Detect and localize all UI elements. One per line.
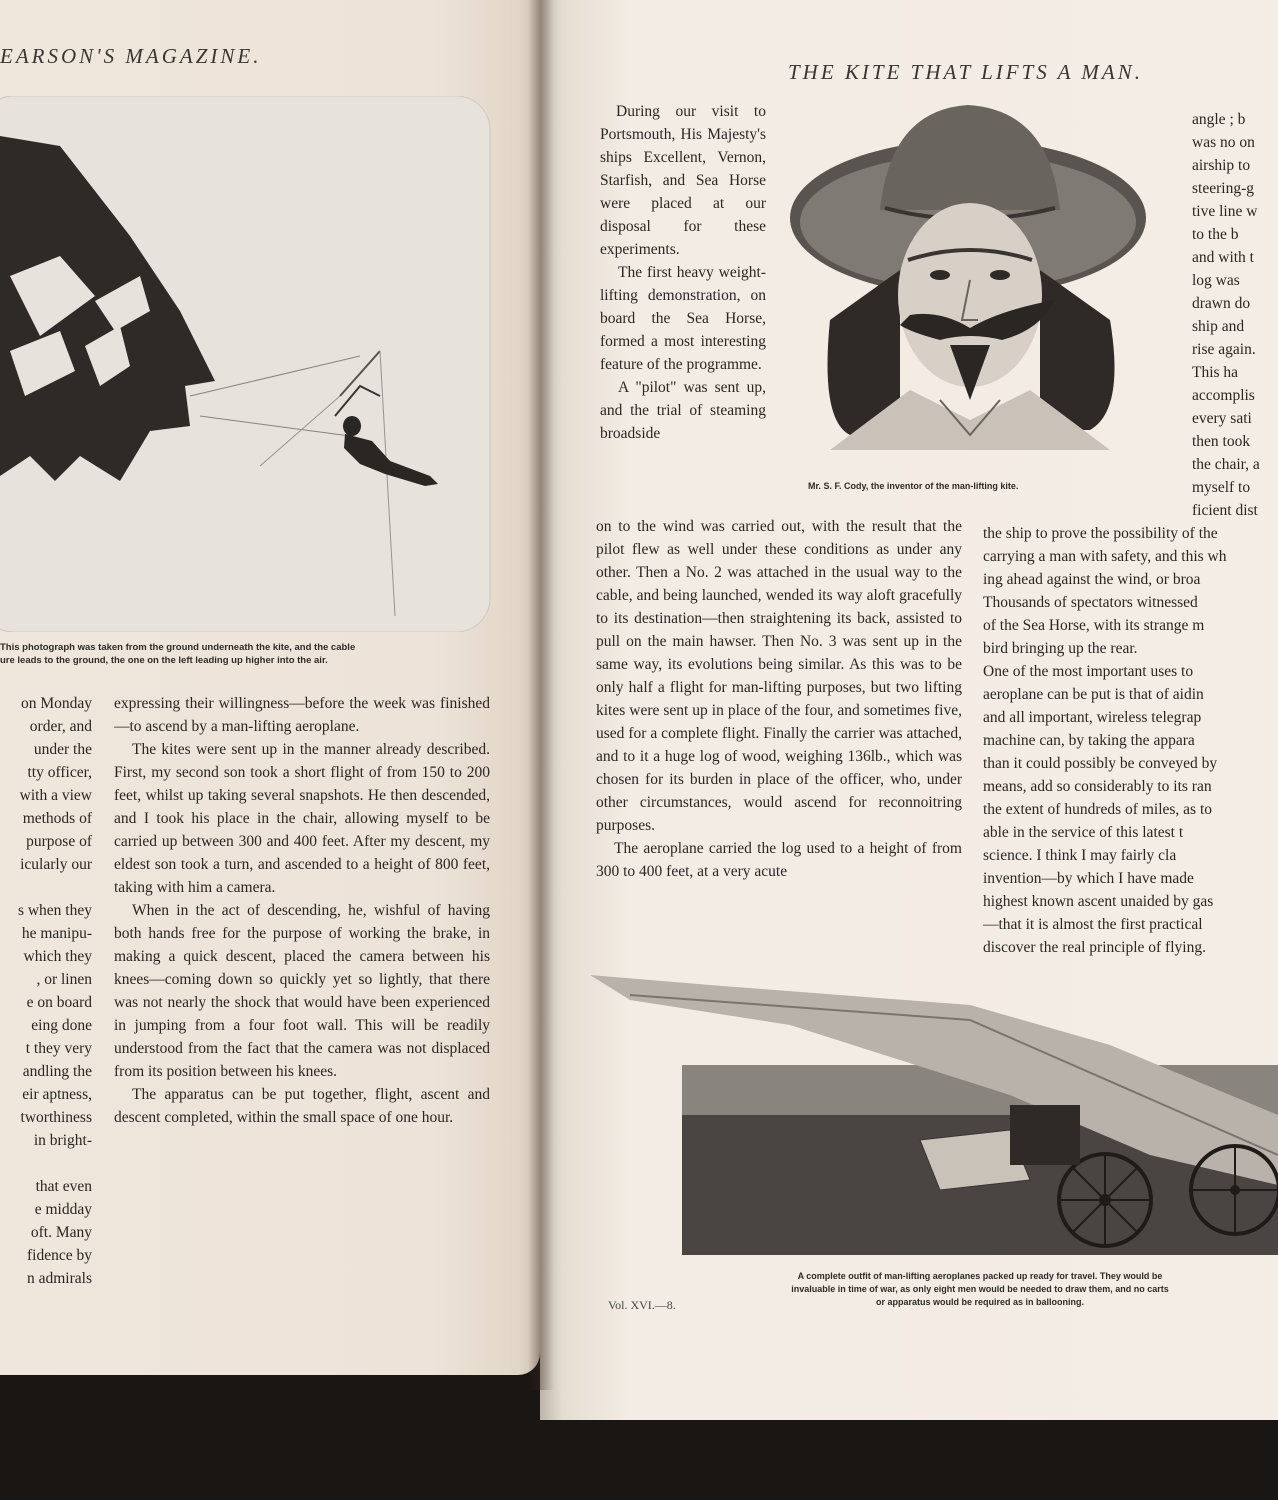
text-line: on Monday [20,695,92,712]
paragraph: During our visit to Portsmouth, His Majesty's ships Excellent, Vernon, Starfish, and Sea Horse were placed at our disposal for these experiments. [600,103,766,258]
text-line: ficient dist [1192,502,1258,519]
paragraph: The aeroplane carried the log used to a height of from 300 to 400 feet, at a very acute [596,840,962,880]
text-line: icularly our [20,856,92,873]
text-line: and all important, wireless telegrap [983,709,1202,726]
aeroplane-photograph [590,965,1278,1265]
bottom-caption-line-1: A complete outfit of man-lifting aeroplanes packed up ready for travel. They would be [797,1271,1163,1281]
left-caption-line-2: ure leads to the ground, the one on the left leading up higher into the air. [0,655,328,666]
text-line: to the b [1192,226,1239,243]
page-folio: Vol. XVI.—8. [608,1298,676,1312]
text-line: and with t [1192,249,1254,266]
text-line: , or linen [36,971,92,988]
text-line: angle ; b [1192,111,1246,128]
text-line: that even [35,1178,92,1195]
kite-photograph [0,96,492,632]
text-line: methods of [22,810,92,827]
text-line: andling the [22,1063,92,1080]
text-line: than it could possibly be conveyed by [983,755,1218,772]
text-line: ing ahead against the wind, or broa [983,571,1201,588]
left-running-head: EARSON'S MAGAZINE. [0,44,262,68]
right-column-3 [1192,108,1278,522]
paragraph: The first heavy weight-lifting demonstration, on board the Sea Horse, formed a most interesting feature of the programme. [600,264,766,373]
text-line: tive line w [1192,203,1258,220]
text-line [0,876,92,899]
left-caption-line-1: This photograph was taken from the ground underneath the kite, and the cable [0,642,356,653]
text-line: science. I think I may fairly cla [983,847,1177,864]
text-line: oft. Many [30,1224,92,1241]
paragraph: The apparatus can be put together, flight, ascent and descent completed, within the small space of one hour. [114,1086,490,1126]
text-line: accomplis [1192,387,1255,404]
text-line: in bright- [33,1132,92,1149]
text-line: the extent of hundreds of miles, as to [983,801,1213,818]
left-page [0,0,540,1375]
portrait-caption: Mr. S. F. Cody, the inventor of the man-lifting kite. [808,481,1019,491]
text-line: s when they [17,902,92,919]
text-line: myself to [1192,479,1251,496]
text-line: under the [33,741,92,758]
text-line: which they [23,948,92,965]
text-line: One of the most important uses to [983,663,1194,680]
text-line: every sati [1192,410,1252,427]
paragraph: expressing their willingness—before the week was finished—to ascend by a man-lifting aeroplane. [114,695,490,735]
text-line: This ha [1192,364,1239,381]
text-line: invention—by which I have made [983,870,1194,887]
text-line: then took [1192,433,1251,450]
cody-portrait [790,100,1170,460]
bottom-caption-line-2: invaluable in time of war, as only eight men would be needed to draw them, and no carts [791,1284,1169,1294]
text-line: e on board [26,994,92,1011]
text-line: machine can, by taking the appara [983,732,1195,749]
text-line: t they very [25,1040,92,1057]
right-column-2-lower [983,522,1278,959]
text-line: e midday [34,1201,92,1218]
text-line: Thousands of spectators witnessed [983,594,1198,611]
text-line: able in the service of this latest t [983,824,1184,841]
text-line: the chair, a [1192,456,1260,473]
paragraph: When in the act of descending, he, wishful of having both hands free for the purpose of working the brake, in making a quick descent, placed the camera between his knees—coming down so quickly yet so lightly, that there was not nearly the shock that would have been experienced in jumping from a four foot wall. This will be readily understood from the fact that the camera was not displaced from its position between his knees. [114,902,490,1080]
paragraph: The kites were sent up in the manner already described. First, my second son took a short flight of from 150 to 200 feet, whilst up taking several snapshots. He then descended, and I took his place in the chair, allowing myself to be carried up between 300 and 400 feet. After my descent, my eldest son took a turn, and ascended to a height of 800 feet, taking with him a camera. [114,741,490,896]
text-line: aeroplane can be put is that of aidin [983,686,1204,703]
text-line: n admirals [27,1270,92,1287]
text-line: ship and [1192,318,1245,335]
text-line: carrying a man with safety, and this wh [983,548,1227,565]
text-line: order, and [29,718,92,735]
text-line: tworthiness [20,1109,92,1126]
text-line: rise again. [1192,341,1256,358]
text-line: airship to [1192,157,1251,174]
text-line: bird bringing up the rear. [983,640,1138,657]
text-line: eir aptness, [22,1086,92,1103]
right-column-1-wide [596,515,962,883]
text-line: with a view [19,787,92,804]
text-line: he manipu- [21,925,92,942]
text-line: drawn do [1192,295,1251,312]
text-line: eing done [31,1017,92,1034]
text-line: highest known ascent unaided by gas [983,893,1214,910]
right-page [540,0,1278,1420]
text-line: discover the real principle of flying. [983,939,1206,956]
left-figure-caption [0,641,470,667]
aeroplane-caption [700,1270,1260,1309]
left-column-a [0,692,92,1290]
text-line: purpose of [26,833,92,850]
text-line: was no on [1192,134,1255,151]
text-line [0,1152,92,1175]
book-gutter [528,0,554,1390]
right-running-head: THE KITE THAT LIFTS A MAN. [788,60,1143,84]
text-line: tty officer, [27,764,92,781]
left-column-b [114,692,490,1129]
bottom-caption-line-3: or apparatus would be required as in ballooning. [875,1297,1085,1307]
text-line: of the Sea Horse, with its strange m [983,617,1205,634]
text-line: means, add so considerably to its ran [983,778,1212,795]
text-line: log was [1192,272,1240,289]
text-line: steering-g [1192,180,1254,197]
right-column-1 [600,100,766,445]
paragraph: A "pilot" was sent up, and the trial of steaming broadside [600,379,766,442]
text-line: the ship to prove the possibility of the [983,525,1218,542]
text-line: fidence by [27,1247,92,1264]
paragraph: on to the wind was carried out, with the result that the pilot flew as well under these conditions as under any other. Then a No. 2 was attached in the usual way to the cable, and being launched, wended its way aloft gracefully to its destination—then straightening its back, assisted to pull on the main hawser. Then No. 3 was sent up in the same way, its evolutions being similar. As this was to be only half a flight for man-lifting purposes, but two lifting kites were sent up in place of the four, and sometimes five, used for a complete flight. Finally the carrier was attached, and to it a huge log of wood, weighing 136lb., which was chosen for its burden in place of the officer, who, under other circumstances, would ascend for reconnoitring purposes. [596,518,962,834]
text-line: —that it is almost the first practical [983,916,1203,933]
